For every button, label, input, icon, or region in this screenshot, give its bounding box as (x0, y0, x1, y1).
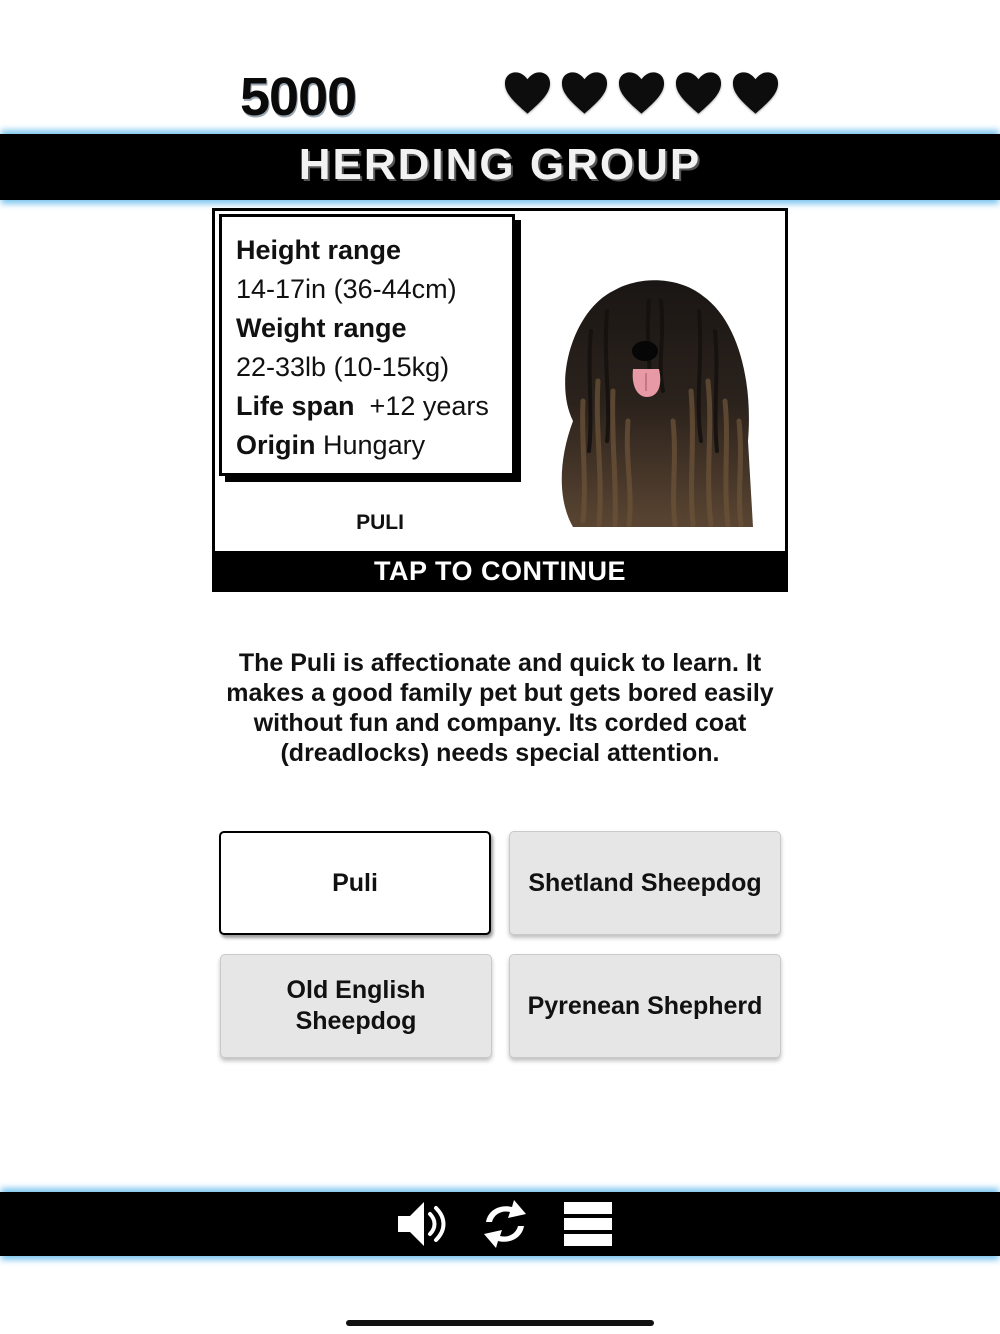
puli-dog-photo (553, 271, 753, 527)
speaker-icon[interactable] (392, 1196, 452, 1252)
origin-value: Hungary (323, 430, 426, 460)
heart-icon (674, 70, 723, 116)
refresh-icon[interactable] (474, 1196, 536, 1252)
group-title: HERDING GROUP (298, 140, 702, 189)
heart-icon (503, 70, 552, 116)
weight-label: Weight range (236, 313, 407, 343)
height-value: 14-17in (36-44cm) (236, 274, 457, 304)
heart-icon (560, 70, 609, 116)
lifespan-value: +12 years (369, 391, 489, 421)
origin-label: Origin (236, 430, 316, 460)
breed-info-box (219, 214, 515, 476)
lifespan-row (236, 387, 512, 426)
answer-button-old-english-sheepdog[interactable]: Old English Sheepdog (220, 954, 492, 1058)
breed-description: The Puli is affectionate and quick to learn. It makes a good family pet but gets bored easily without fun and company. Its corded coat (dreadlocks) needs special attention. (226, 649, 774, 767)
home-indicator[interactable] (346, 1320, 654, 1326)
weight-value: 22-33lb (10-15kg) (236, 352, 450, 382)
score-display: 5000 (240, 67, 357, 127)
height-label: Height range (236, 235, 402, 265)
lifespan-label: Life span (236, 391, 355, 421)
footer-toolbar (0, 1196, 1000, 1252)
heart-icon (731, 70, 780, 116)
breed-card[interactable] (212, 208, 788, 554)
menu-icon[interactable] (562, 1196, 614, 1252)
answer-button-puli[interactable]: Puli (219, 831, 491, 935)
origin-row (236, 426, 512, 465)
heart-icon (617, 70, 666, 116)
breed-name-label: PULI (356, 511, 404, 534)
tap-to-continue-button[interactable]: TAP TO CONTINUE (212, 551, 788, 592)
answer-button-shetland-sheepdog[interactable]: Shetland Sheepdog (509, 831, 781, 935)
lives-display (503, 70, 780, 116)
answer-button-pyrenean-shepherd[interactable]: Pyrenean Shepherd (509, 954, 781, 1058)
